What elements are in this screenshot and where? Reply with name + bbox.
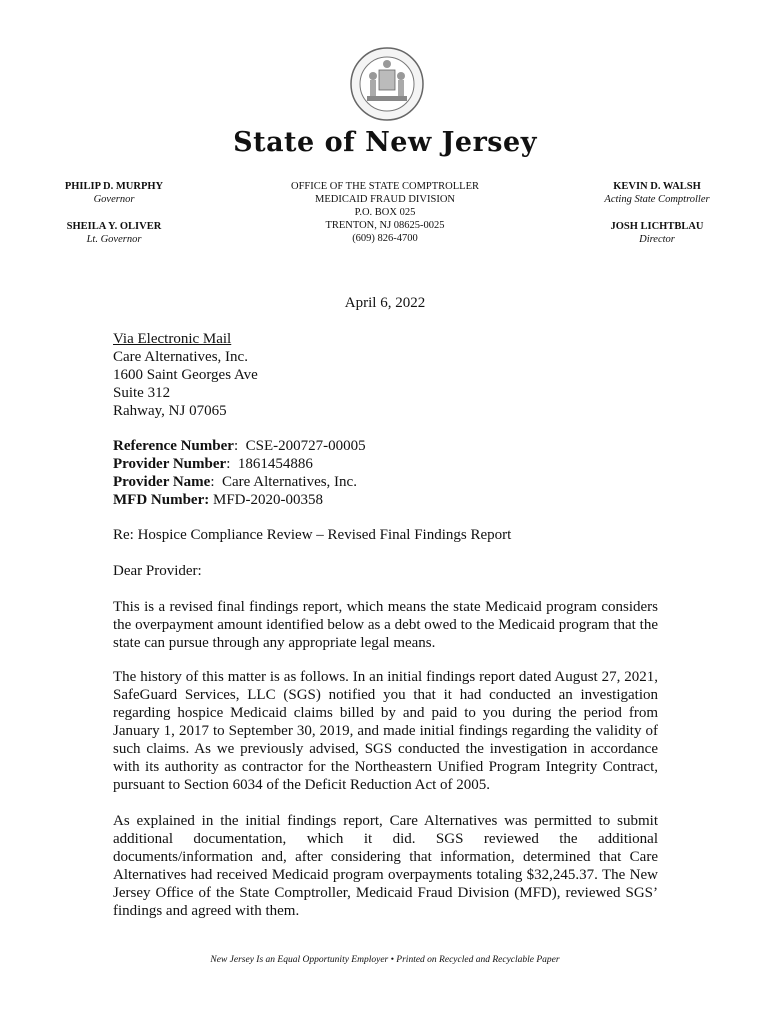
subject-line: Re: Hospice Compliance Review – Revised Final Findings Report <box>113 527 512 543</box>
body-paragraph: As explained in the initial findings report, Care Alternatives was permitted to submit additional documentation, which it did. SGS reviewed the additional documents/information and, after considering that information, determined that Care Alternatives had received Medicaid program overpayments totaling $32,245.37. The New Jersey Office of the State Comptroller, Medicaid Fraud Division (MFD), reviewed SGS’ findings and agreed with them. <box>113 813 658 919</box>
governor-name: PHILIP D. MURPHY <box>64 181 164 192</box>
reference-value: 1861454886 <box>230 456 313 472</box>
delivery-method: Via Electronic Mail <box>113 331 232 347</box>
state-title: State of New Jersey <box>233 127 537 158</box>
letter-date: April 6, 2022 <box>344 295 426 311</box>
comptroller-name: KEVIN D. WALSH <box>613 181 701 192</box>
address-line: Rahway, NJ 07065 <box>113 403 227 419</box>
recipient-address <box>113 330 258 420</box>
lt-governor-name: SHEILA Y. OLIVER <box>66 221 162 232</box>
director-role: Director <box>639 234 675 245</box>
reference-row: Provider Number: 1861454886 <box>113 456 313 472</box>
body-paragraph: The history of this matter is as follows. In an initial findings report dated August 27, 2021, SafeGuard Services, LLC (SGS) notified you that it had conducted an investigation regarding hospice Medicaid claims billed by and paid to you during the period from January 1, 2017 to September 30, 2019, and made initial findings regarding the validity of such claims. As we previously advised, SGS conducted the investigation in accordance with its authority as contractor for the Northeastern Unified Program Integrity Contract, pursuant to Section 6034 of the Deficit Reduction Act of 2005. <box>113 669 658 793</box>
address-line: 1600 Saint Georges Ave <box>113 367 258 383</box>
reference-label: Provider Name <box>113 474 211 490</box>
reference-label: MFD Number: <box>113 492 210 508</box>
office-line: MEDICAID FRAUD DIVISION <box>315 194 455 205</box>
address-line: Suite 312 <box>113 385 171 401</box>
reference-value: CSE-200727-00005 <box>238 438 366 454</box>
governor-block <box>44 180 184 246</box>
reference-label: Reference Number <box>113 438 234 454</box>
body-paragraph: This is a revised final findings report, which means the state Medicaid program considers the overpayment amount identified below as a debt owed to the Medicaid program that the state can pursue through any appropriate legal means. <box>113 599 658 651</box>
salutation: Dear Provider: <box>113 563 202 579</box>
state-seal-icon <box>349 46 425 122</box>
reference-value: Care Alternatives, Inc. <box>214 474 357 490</box>
comptroller-role: Acting State Comptroller <box>604 194 710 205</box>
reference-block <box>113 437 366 509</box>
reference-row <box>113 491 366 509</box>
lt-governor-role: Lt. Governor <box>86 234 142 245</box>
office-block <box>255 180 515 245</box>
office-line: (609) 826-4700 <box>352 233 418 244</box>
reference-row: Reference Number: CSE-200727-00005 <box>113 438 366 454</box>
comptroller-block <box>582 180 732 246</box>
reference-value: MFD-2020-00358 <box>209 492 323 508</box>
footer-text: New Jersey Is an Equal Opportunity Employer • Printed on Recycled and Recyclable Paper <box>210 955 560 965</box>
office-line: TRENTON, NJ 08625-0025 <box>325 220 445 231</box>
governor-role: Governor <box>93 194 135 205</box>
office-line: P.O. BOX 025 <box>354 207 416 218</box>
director-name: JOSH LICHTBLAU <box>610 221 704 232</box>
reference-row: Provider Name: Care Alternatives, Inc. <box>113 474 357 490</box>
reference-label: Provider Number <box>113 456 227 472</box>
address-line: Care Alternatives, Inc. <box>113 349 248 365</box>
office-line: OFFICE OF THE STATE COMPTROLLER <box>291 181 479 192</box>
